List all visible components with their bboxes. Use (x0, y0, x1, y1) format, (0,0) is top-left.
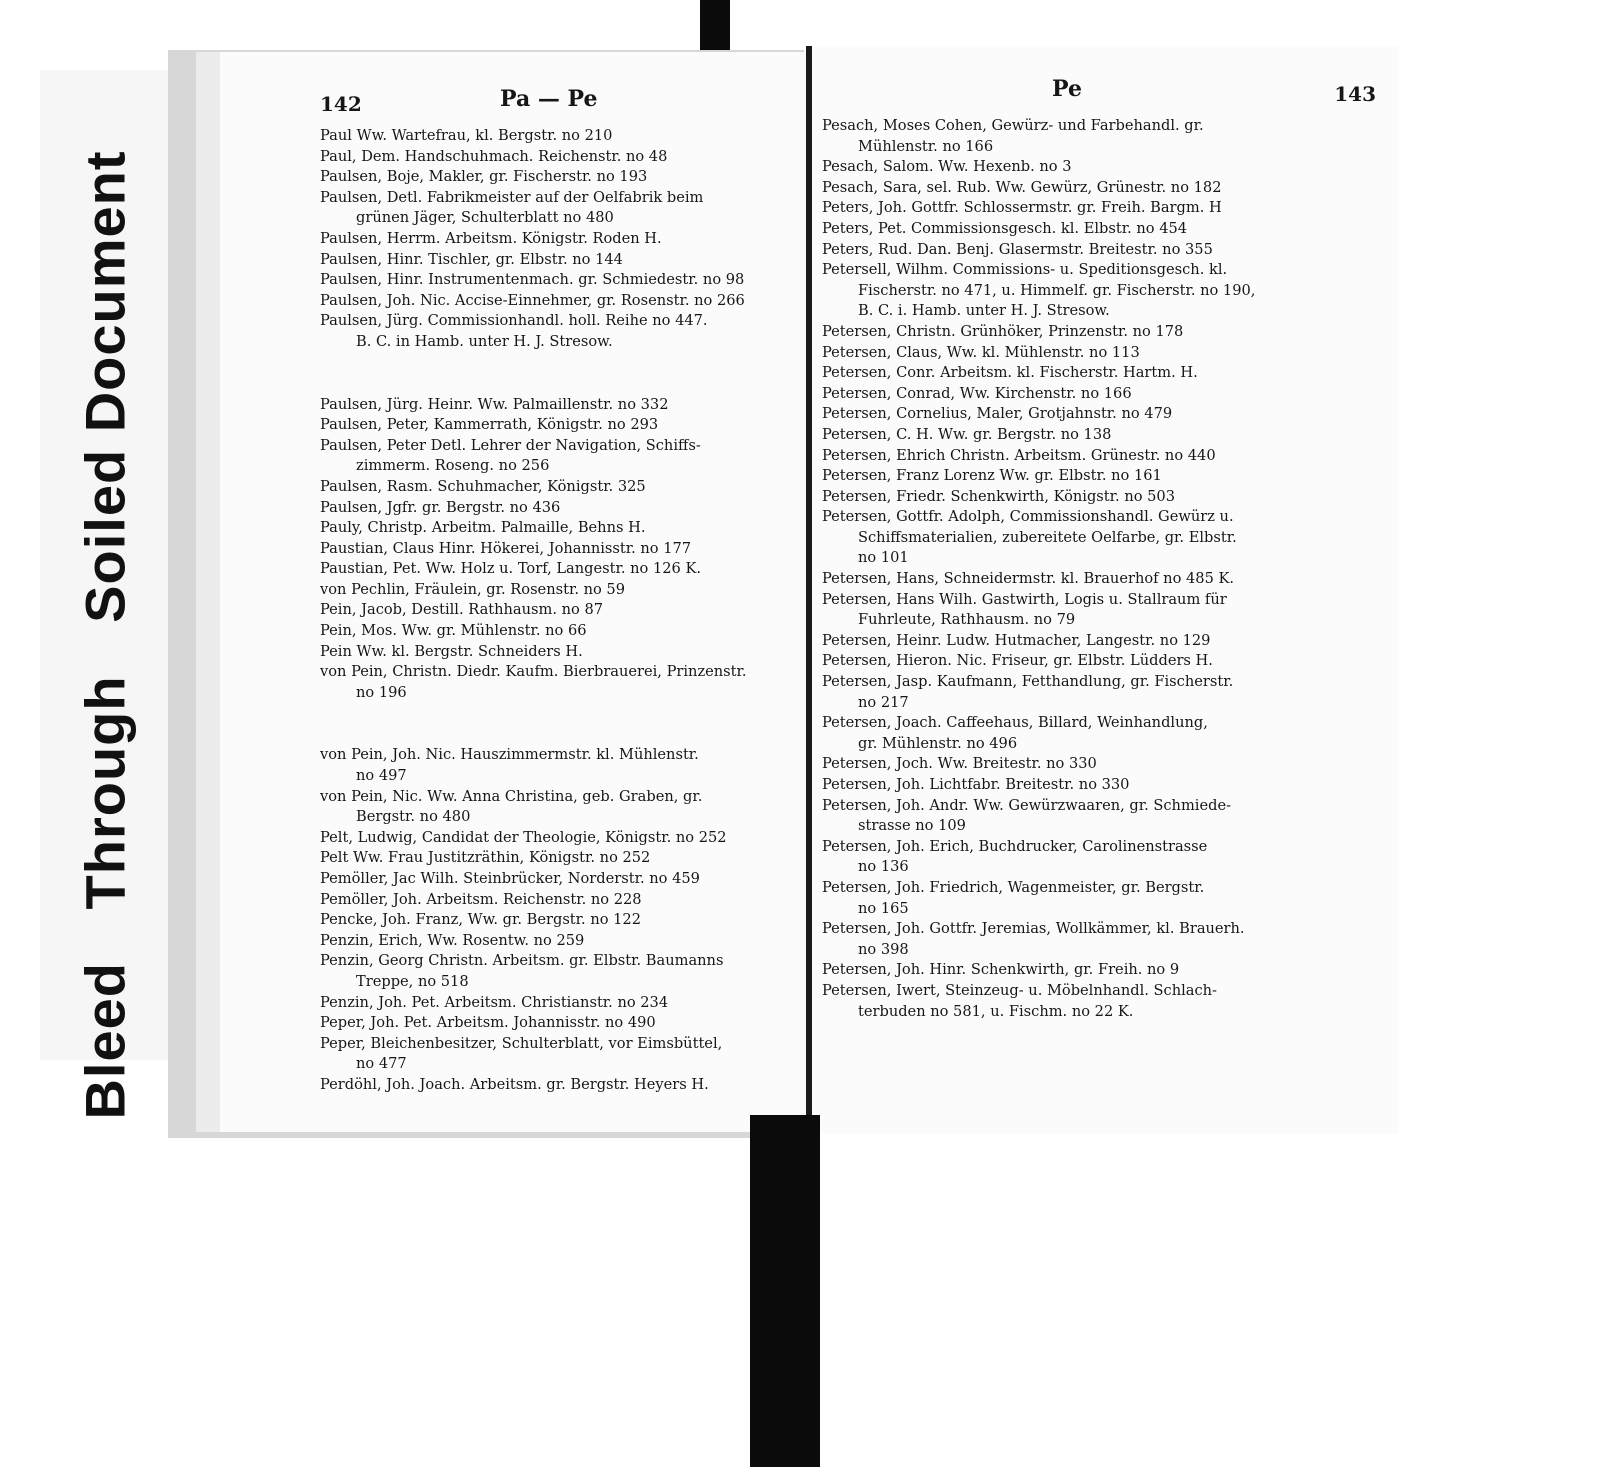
directory-entry-continuation: Schiffsmaterialien, zubereitete Oelfarbe, gr. Elbstr. (858, 528, 1237, 546)
directory-entry: Paulsen, Peter, Kammerrath, Königstr. no 293 (320, 416, 659, 434)
directory-entry-continuation: no 136 (858, 858, 909, 876)
directory-entry-continuation: no 217 (858, 693, 909, 711)
bookmark-ribbon-bottom (750, 1115, 820, 1467)
directory-entry: Paulsen, Peter Detl. Lehrer der Navigation, Schiffs- (320, 436, 701, 454)
directory-entry: Paulsen, Boje, Makler, gr. Fischerstr. no 193 (320, 168, 648, 186)
label-word-bleed: Bleed (73, 962, 137, 1120)
directory-entry: Petersen, Joh. Erich, Buchdrucker, Carolinenstrasse (822, 837, 1208, 855)
directory-entry: Petersen, Ehrich Christn. Arbeitsm. Grünestr. no 440 (822, 446, 1216, 464)
directory-entry: Paulsen, Jürg. Commissionhandl. holl. Reihe no 447. (320, 312, 708, 330)
directory-entry: Pesach, Moses Cohen, Gewürz- und Farbehandl. gr. (822, 117, 1204, 134)
directory-entry-continuation: no 196 (356, 683, 407, 701)
directory-entry: Petersen, Friedr. Schenkwirth, Königstr. no 503 (822, 487, 1175, 505)
directory-entry-continuation: Fuhrleute, Rathhausm. no 79 (858, 611, 1076, 629)
directory-entry: Pein, Mos. Ww. gr. Mühlenstr. no 66 (320, 622, 587, 640)
directory-entry: Paulsen, Jgfr. gr. Bergstr. no 436 (320, 498, 561, 516)
directory-entry-continuation: no 477 (356, 1055, 407, 1073)
directory-entry: Paulsen, Hinr. Instrumentenmach. gr. Schmiedestr. no 98 (320, 271, 745, 289)
label-word-soiled-document: Soiled Document (73, 150, 137, 623)
directory-entry: Pein, Jacob, Destill. Rathhausm. no 87 (320, 601, 604, 619)
directory-entry: Petersen, Conrad, Ww. Kirchenstr. no 166 (822, 384, 1132, 402)
directory-entry-continuation: Mühlenstr. no 166 (858, 137, 994, 155)
directory-entry: Pesach, Salom. Ww. Hexenb. no 3 (822, 158, 1072, 176)
directory-entry-continuation: no 497 (356, 767, 407, 785)
directory-entry: Petersen, Heinr. Ludw. Hutmacher, Langestr. no 129 (822, 631, 1211, 649)
entry-gap (320, 369, 796, 379)
directory-entry: Petersen, Joh. Gottfr. Jeremias, Wollkämmer, kl. Brauerh. (822, 920, 1245, 938)
directory-entry: Petersen, Joh. Friedrich, Wagenmeister, gr. Bergstr. (822, 878, 1205, 896)
left-entries (320, 126, 796, 1096)
directory-entry: Penzin, Joh. Pet. Arbeitsm. Christianstr. no 234 (320, 993, 669, 1011)
directory-entry: Paulsen, Hinr. Tischler, gr. Elbstr. no 144 (320, 250, 623, 268)
directory-entry: Penzin, Georg Christn. Arbeitsm. gr. Elbstr. Baumanns (320, 952, 724, 970)
directory-entry-continuation: Bergstr. no 480 (356, 808, 471, 826)
left-page-header (320, 86, 796, 126)
directory-entry: Petersen, Jasp. Kaufmann, Fetthandlung, gr. Fischerstr. (822, 673, 1234, 691)
directory-entry: von Pein, Nic. Ww. Anna Christina, geb. Graben, gr. (320, 787, 703, 805)
directory-entry-continuation: grünen Jäger, Schulterblatt no 480 (356, 209, 614, 227)
directory-entry-continuation: Treppe, no 518 (356, 972, 469, 990)
directory-entry: Peper, Bleichenbesitzer, Schulterblatt, vor Eimsbüttel, (320, 1034, 723, 1052)
directory-entry: Paustian, Claus Hinr. Hökerei, Johannisstr. no 177 (320, 539, 692, 557)
directory-entry: Petersen, Hans, Schneidermstr. kl. Brauerhof no 485 K. (822, 570, 1235, 588)
directory-entry: Petersell, Wilhm. Commissions- u. Speditionsgesch. kl. (822, 261, 1228, 279)
directory-entry: Peper, Joh. Pet. Arbeitsm. Johannisstr. no 490 (320, 1014, 656, 1032)
label-word-through: Through (73, 675, 137, 910)
directory-entry: Paulsen, Rasm. Schuhmacher, Königstr. 325 (320, 477, 646, 495)
directory-entry: Paulsen, Herrm. Arbeitsm. Königstr. Roden H. (320, 229, 662, 247)
directory-entry: Petersen, Joach. Caffeehaus, Billard, Weinhandlung, (822, 714, 1208, 732)
directory-entry: Peters, Rud. Dan. Benj. Glasermstr. Breitestr. no 355 (822, 240, 1213, 258)
directory-entry: von Pein, Joh. Nic. Hauszimmermstr. kl. Mühlenstr. (320, 746, 699, 764)
directory-entry: Petersen, Joh. Hinr. Schenkwirth, gr. Freih. no 9 (822, 961, 1180, 979)
directory-entry: Pauly, Christp. Arbeitm. Palmaille, Behns H. (320, 519, 646, 537)
bookmark-ribbon-top (700, 0, 730, 52)
directory-entry: Petersen, Cornelius, Maler, Grotjahnstr. no 479 (822, 405, 1173, 423)
directory-entry-continuation: terbuden no 581, u. Fischm. no 22 K. (858, 1002, 1134, 1020)
directory-entry: Petersen, Christn. Grünhöker, Prinzenstr. no 178 (822, 322, 1184, 340)
left-page (196, 52, 806, 1132)
directory-entry: Pemöller, Jac Wilh. Steinbrücker, Norderstr. no 459 (320, 870, 700, 887)
directory-entry-continuation: B. C. in Hamb. unter H. J. Stresow. (356, 332, 613, 350)
right-running-head: Pe (1052, 76, 1082, 102)
directory-entry: Pemöller, Joh. Arbeitsm. Reichenstr. no 228 (320, 890, 642, 908)
directory-entry: Paulsen, Jürg. Heinr. Ww. Palmaillenstr. no 332 (320, 395, 669, 413)
left-running-head: Pa — Pe (500, 86, 598, 112)
directory-entry: Peters, Joh. Gottfr. Schlossermstr. gr. Freih. Bargm. H (822, 199, 1222, 217)
directory-entry: Paul Ww. Wartefrau, kl. Bergstr. no 210 (320, 127, 613, 144)
directory-entry-continuation: no 165 (858, 899, 909, 917)
directory-entry: Pencke, Joh. Franz, Ww. gr. Bergstr. no 122 (320, 911, 642, 929)
right-page-number: 143 (1334, 82, 1376, 106)
directory-entry-continuation: strasse no 109 (858, 817, 966, 835)
directory-entry-continuation: B. C. i. Hamb. unter H. J. Stresow. (858, 302, 1110, 320)
directory-entry: Perdöhl, Joh. Joach. Arbeitsm. gr. Bergstr. Heyers H. (320, 1075, 709, 1093)
directory-entry: Petersen, Iwert, Steinzeug- u. Möbelnhandl. Schlach- (822, 981, 1217, 999)
entry-gap (320, 719, 796, 729)
directory-entry: Petersen, Hans Wilh. Gastwirth, Logis u. Stallraum für (822, 590, 1227, 608)
directory-entry-continuation: zimmerm. Roseng. no 256 (356, 457, 550, 475)
directory-entry: Petersen, Franz Lorenz Ww. gr. Elbstr. no 161 (822, 467, 1162, 485)
left-page-number: 142 (320, 92, 362, 116)
right-entries (822, 116, 1384, 1022)
directory-entry: Pelt, Ludwig, Candidat der Theologie, Königstr. no 252 (320, 828, 727, 846)
directory-entry: Penzin, Erich, Ww. Rosentw. no 259 (320, 931, 585, 949)
directory-entry: Pein Ww. kl. Bergstr. Schneiders H. (320, 642, 583, 660)
right-page (812, 46, 1398, 1134)
directory-entry: Pelt Ww. Frau Justitzräthin, Königstr. no 252 (320, 849, 651, 867)
directory-entry-continuation: no 101 (858, 549, 909, 567)
directory-entry: Petersen, Joh. Lichtfabr. Breitestr. no 330 (822, 776, 1130, 793)
directory-entry-continuation: gr. Mühlenstr. no 496 (858, 734, 1018, 752)
directory-entry: Petersen, Hieron. Nic. Friseur, gr. Elbstr. Lüdders H. (822, 652, 1213, 670)
right-page-header (822, 76, 1384, 116)
directory-entry: Petersen, Claus, Ww. kl. Mühlenstr. no 113 (822, 343, 1140, 361)
directory-entry: Petersen, Joh. Andr. Ww. Gewürzwaaren, gr. Schmiede- (822, 796, 1232, 814)
directory-entry: Paulsen, Joh. Nic. Accise-Einnehmer, gr. Rosenstr. no 266 (320, 291, 745, 309)
directory-entry: Petersen, Gottfr. Adolph, Commissionshandl. Gewürz u. (822, 508, 1234, 526)
directory-entry: Paulsen, Detl. Fabrikmeister auf der Oelfabrik beim (320, 188, 704, 206)
directory-entry: Peters, Pet. Commissionsgesch. kl. Elbstr. no 454 (822, 219, 1188, 237)
directory-entry: Petersen, Joch. Ww. Breitestr. no 330 (822, 755, 1097, 773)
directory-entry: Petersen, C. H. Ww. gr. Bergstr. no 138 (822, 425, 1112, 443)
directory-entry: Paustian, Pet. Ww. Holz u. Torf, Langestr. no 126 K. (320, 560, 701, 578)
directory-entry: Petersen, Conr. Arbeitsm. kl. Fischerstr. Hartm. H. (822, 364, 1198, 382)
directory-entry-continuation: Fischerstr. no 471, u. Himmelf. gr. Fischerstr. no 190, (858, 281, 1256, 299)
directory-entry: von Pechlin, Fräulein, gr. Rosenstr. no 59 (320, 580, 625, 598)
directory-entry-continuation: no 398 (858, 940, 909, 958)
directory-entry: Pesach, Sara, sel. Rub. Ww. Gewürz, Grünestr. no 182 (822, 178, 1222, 196)
watermark-label-panel (40, 70, 170, 1120)
directory-entry: Paul, Dem. Handschuhmach. Reichenstr. no 48 (320, 147, 668, 165)
watermark-label-text (73, 132, 138, 1137)
directory-entry: von Pein, Christn. Diedr. Kaufm. Bierbrauerei, Prinzenstr. (320, 663, 747, 681)
